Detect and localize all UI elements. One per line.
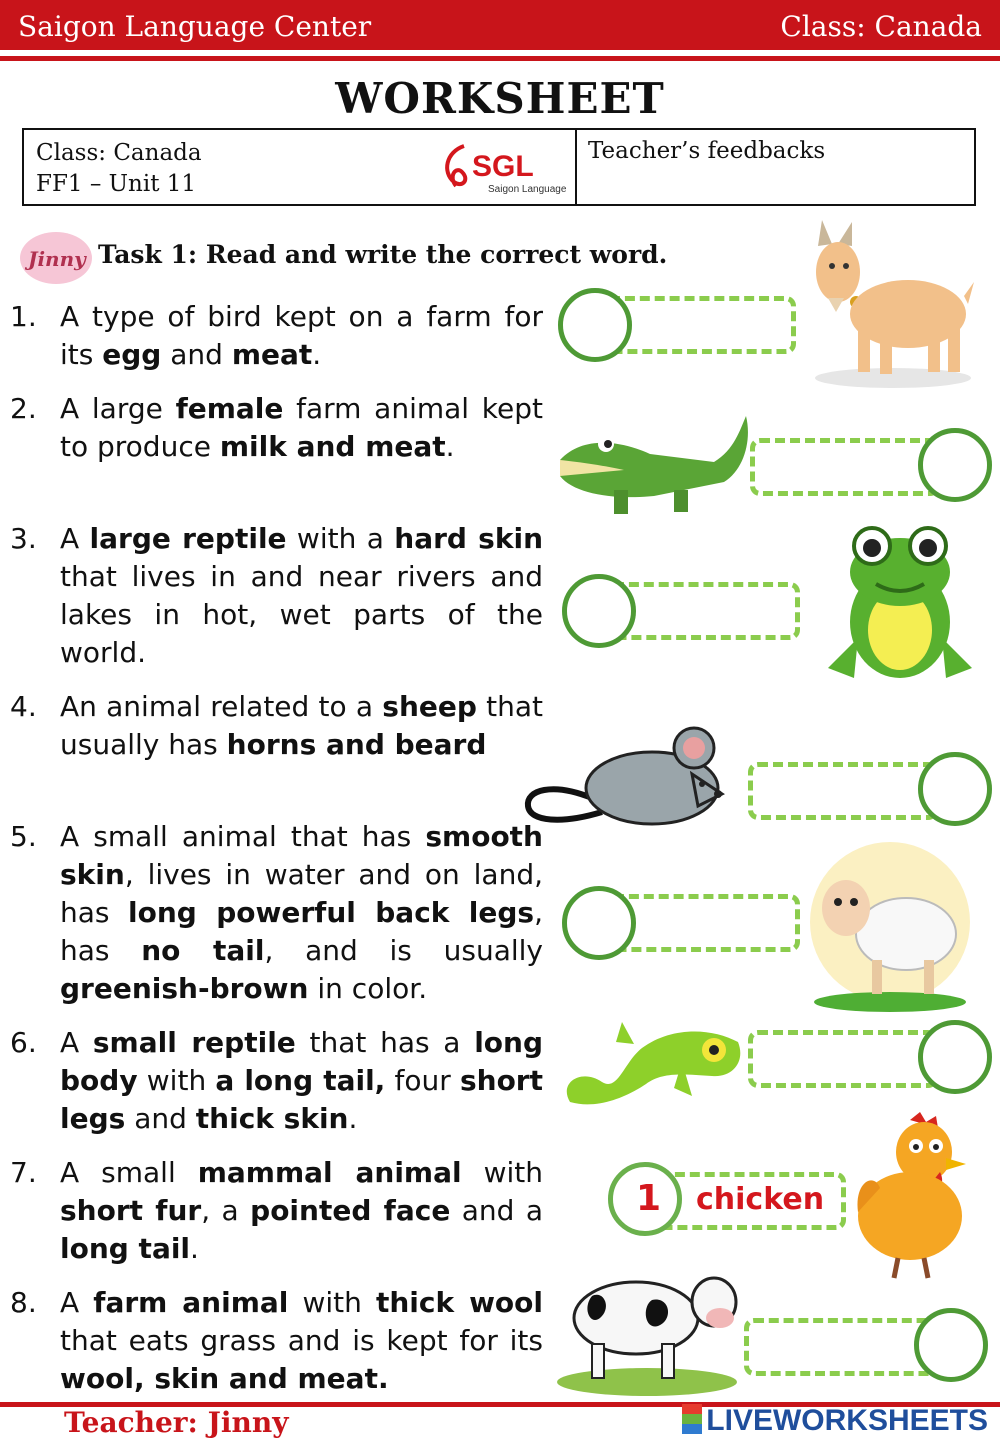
question-text: A large female farm animal kept to produce milk and meat. xyxy=(60,392,543,463)
brand-text: LIVEWORKSHEETS xyxy=(706,1404,988,1437)
jinny-badge-text: Jinny xyxy=(28,247,86,271)
question-1 xyxy=(10,298,543,374)
answer-field[interactable] xyxy=(748,762,938,820)
lizard-picture xyxy=(562,992,752,1114)
question-number: 2. xyxy=(10,392,37,425)
question-5 xyxy=(10,818,543,1008)
question-text: A small animal that has smooth skin, lives in water and on land, has long powerful back legs, has no tail, and is usually greenish-brown in color. xyxy=(60,820,543,1005)
question-text: A type of bird kept on a farm for its egg and meat. xyxy=(60,300,543,371)
question-number: 6. xyxy=(10,1026,37,1059)
question-number: 4. xyxy=(10,690,37,723)
feedback-label: Teacher’s feedbacks xyxy=(588,138,826,164)
mouse-picture xyxy=(522,726,748,830)
example-answer: chicken xyxy=(696,1182,825,1217)
task-heading: Task 1: Read and write the correct word. xyxy=(98,240,668,269)
number-circle[interactable] xyxy=(562,574,636,648)
question-text: A large reptile with a hard skin that lives in and near rivers and lakes in hot, wet parts of the world. xyxy=(60,522,543,669)
number-circle[interactable] xyxy=(918,428,992,502)
question-3 xyxy=(10,520,543,672)
question-2 xyxy=(10,390,543,466)
question-7 xyxy=(10,1154,543,1268)
page-title: WORKSHEET xyxy=(335,74,665,123)
question-text: A small mammal animal with short fur, a pointed face and a long tail. xyxy=(60,1156,544,1265)
logo-text: SGL xyxy=(472,150,534,183)
question-number: 3. xyxy=(10,522,37,555)
jinny-badge xyxy=(18,228,94,286)
sgl-logo xyxy=(436,138,566,198)
frog-picture xyxy=(818,518,982,690)
number-circle[interactable] xyxy=(562,886,636,960)
sheep-picture xyxy=(806,842,974,1012)
number-circle[interactable] xyxy=(558,288,632,362)
center-name: Saigon Language Center xyxy=(18,10,372,43)
header-rule xyxy=(0,56,1000,61)
question-number: 7. xyxy=(10,1156,37,1189)
unit-text: FF1 – Unit 11 xyxy=(36,171,197,197)
example-number: 1 xyxy=(636,1178,662,1219)
question-text: An animal related to a sheep that usually has horns and beard xyxy=(60,690,544,761)
question-number: 8. xyxy=(10,1286,37,1319)
question-number: 5. xyxy=(10,820,37,853)
crocodile-picture xyxy=(554,410,754,520)
goat-picture xyxy=(808,216,978,392)
number-circle[interactable] xyxy=(918,1020,992,1094)
logo-subtext: Saigon Language xyxy=(488,184,566,195)
class-info xyxy=(36,138,202,200)
info-divider xyxy=(575,130,577,204)
number-circle[interactable] xyxy=(914,1308,988,1382)
liveworksheets-icon xyxy=(682,1404,702,1434)
chicken-picture xyxy=(850,1112,980,1280)
question-4 xyxy=(10,688,543,764)
class-text: Class: Canada xyxy=(36,140,202,166)
number-circle[interactable] xyxy=(918,752,992,826)
question-text: A farm animal with thick wool that eats grass and is kept for its wool, skin and meat. xyxy=(60,1286,544,1395)
question-8 xyxy=(10,1284,543,1398)
teacher-name: Teacher: Jinny xyxy=(64,1406,289,1439)
answer-field[interactable] xyxy=(750,438,940,496)
header-bar xyxy=(0,0,1000,50)
answer-field[interactable] xyxy=(748,1030,938,1088)
liveworksheets-brand xyxy=(682,1404,988,1438)
cow-picture xyxy=(552,1256,742,1396)
question-6 xyxy=(10,1024,543,1138)
question-number: 1. xyxy=(10,300,37,333)
class-label-top: Class: Canada xyxy=(780,10,982,43)
question-text: A small reptile that has a long body with a long tail, four short legs and thick skin. xyxy=(60,1026,543,1135)
answer-field[interactable] xyxy=(744,1318,938,1376)
info-box xyxy=(22,128,976,206)
